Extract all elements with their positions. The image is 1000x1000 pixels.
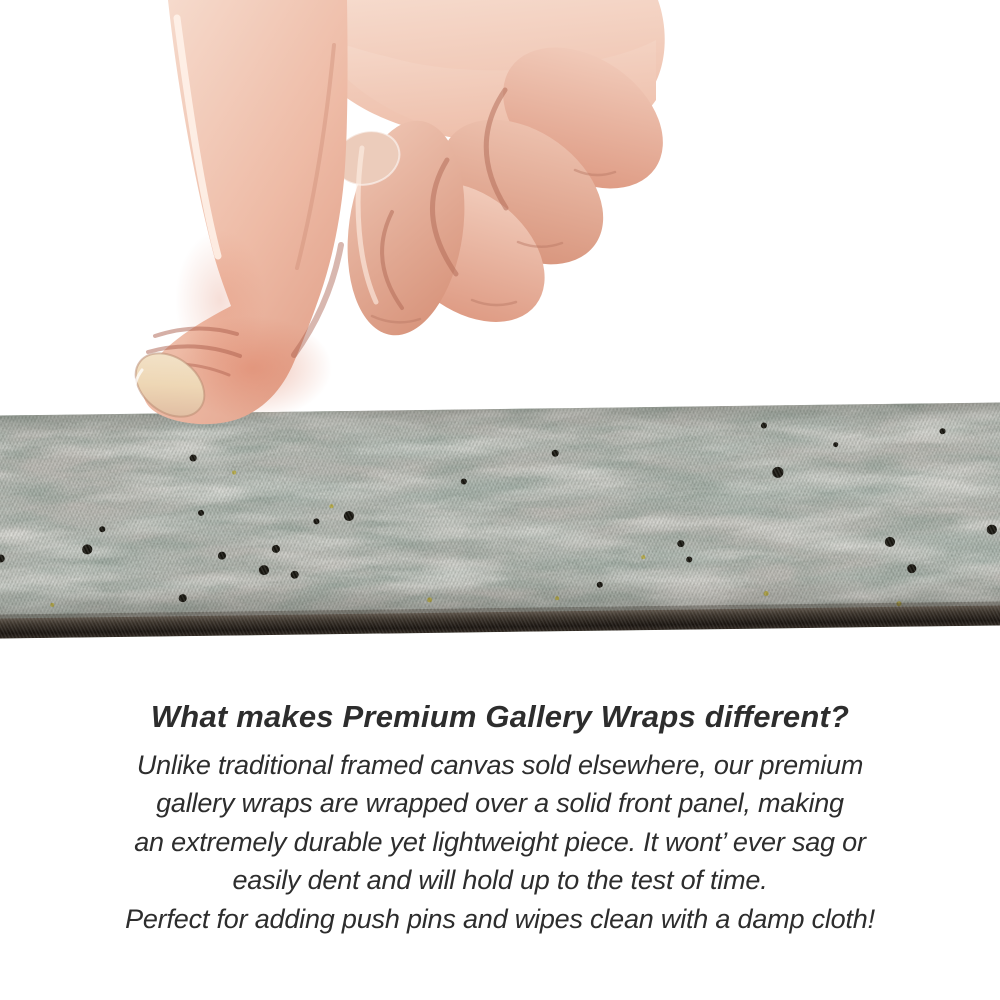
caption-line: gallery wraps are wrapped over a solid front panel, making [156, 788, 844, 819]
canvas-grain [0, 402, 1000, 638]
hand-photo [0, 0, 1000, 432]
caption-heading: What makes Premium Gallery Wraps different? [150, 699, 850, 734]
caption-line: an extremely durable yet lightweight piece. It wont’ ever sag or [134, 826, 866, 857]
canvas-strip [0, 402, 1000, 638]
canvas-texture [0, 402, 1000, 638]
caption-block [0, 699, 1000, 938]
caption-line: Perfect for adding push pins and wipes clean with a damp cloth! [125, 903, 875, 934]
caption-line: Unlike traditional framed canvas sold elsewhere, our premium [136, 749, 864, 780]
caption-line: easily dent and will hold up to the test of time. [232, 865, 768, 896]
